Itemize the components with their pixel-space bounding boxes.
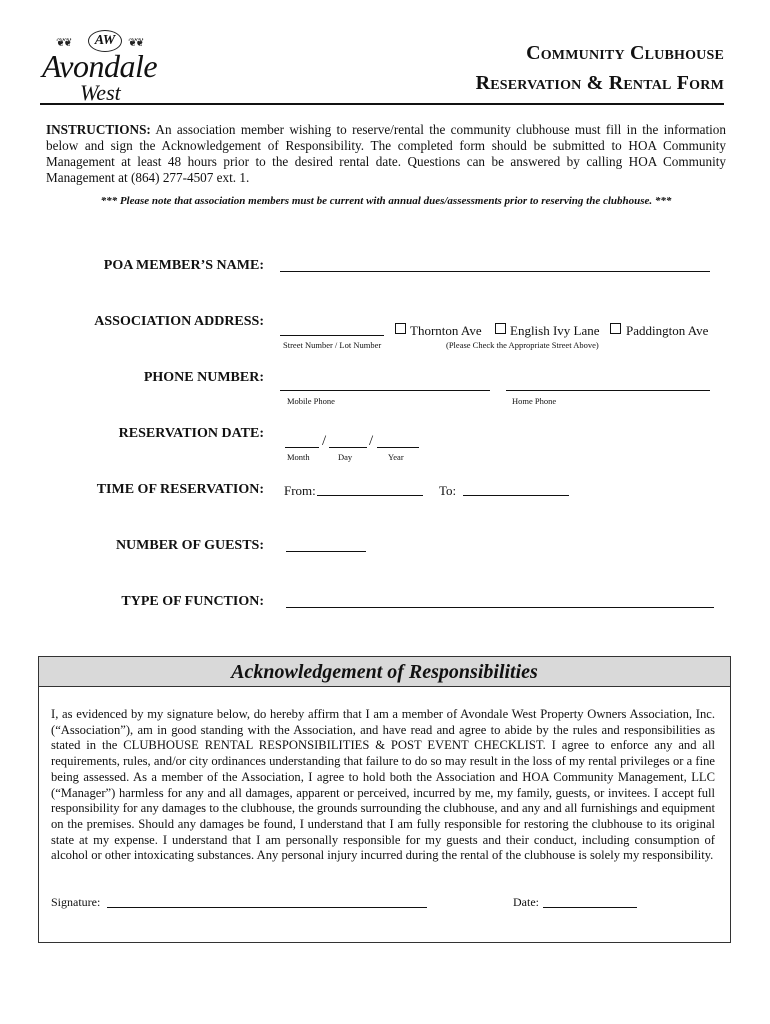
logo-name-line2: West <box>80 80 121 105</box>
title-line1: Community Clubhouse <box>526 42 724 64</box>
member-name-field[interactable] <box>280 271 710 272</box>
date-separator: / <box>369 433 374 449</box>
member-name-label: POA MEMBER’S NAME: <box>103 258 264 273</box>
mobile-phone-caption: Mobile Phone <box>287 396 335 406</box>
sign-date-label: Date: <box>513 895 539 909</box>
date-separator: / <box>322 433 327 449</box>
time-label: TIME OF RESERVATION: <box>96 482 264 497</box>
left-leaf-icon: ❦❦ <box>56 37 71 49</box>
phone-label: PHONE NUMBER: <box>143 370 264 385</box>
paddington-ave-checkbox[interactable] <box>610 323 621 334</box>
thornton-ave-label: Thornton Ave <box>410 323 482 338</box>
english-ivy-lane-label: English Ivy Lane <box>510 323 600 338</box>
title-line2: Reservation & Rental Form <box>475 72 724 94</box>
day-field[interactable] <box>329 447 367 448</box>
home-phone-caption: Home Phone <box>512 396 557 406</box>
right-leaf-icon: ❦❦ <box>128 37 143 49</box>
acknowledgement-heading: Acknowledgement of Responsibilities <box>39 657 730 687</box>
instructions-paragraph <box>46 122 726 186</box>
header-divider <box>40 103 724 105</box>
acknowledgement-section <box>38 656 731 943</box>
time-to-label: To: <box>439 483 457 498</box>
home-phone-field[interactable] <box>506 390 710 391</box>
logo-monogram: AW <box>88 30 122 52</box>
sign-date-field[interactable] <box>543 907 637 908</box>
guests-field[interactable] <box>286 551 366 552</box>
dues-note: *** Please note that association members must be current with annual dues/assessments prior to reserving the clubhouse. *** <box>100 195 672 207</box>
function-label: TYPE OF FUNCTION: <box>121 594 264 609</box>
function-field[interactable] <box>286 607 714 608</box>
street-number-field[interactable] <box>280 335 384 336</box>
instructions-lead: INSTRUCTIONS: <box>46 122 151 137</box>
time-to-field[interactable] <box>463 495 569 496</box>
month-field[interactable] <box>285 447 319 448</box>
time-from-label: From: <box>284 483 316 498</box>
signature-field[interactable] <box>107 907 427 908</box>
day-caption: Day <box>338 452 353 462</box>
form-title <box>476 38 724 98</box>
year-caption: Year <box>388 452 404 462</box>
paddington-ave-label: Paddington Ave <box>626 323 709 338</box>
mobile-phone-field[interactable] <box>280 390 490 391</box>
instructions-text: An association member wishing to reserve/rental the community clubhouse must fill in the information below and sign the Acknowledgement of Responsibility. The completed form should be submitted to HOA Community Management at least 48 hours prior to the desired rental date. Questions can be answered by calling HOA Community Management at (864) 277-4507 ext. 1. <box>46 122 726 185</box>
address-label: ASSOCIATION ADDRESS: <box>94 314 264 329</box>
logo-name-line1: Avondale <box>42 48 158 84</box>
street-number-caption: Street Number / Lot Number <box>283 340 382 350</box>
reservation-date-label: RESERVATION DATE: <box>118 426 264 441</box>
time-from-field[interactable] <box>317 495 423 496</box>
year-field[interactable] <box>377 447 419 448</box>
month-caption: Month <box>287 452 310 462</box>
english-ivy-lane-checkbox[interactable] <box>495 323 506 334</box>
street-hint: (Please Check the Appropriate Street Above) <box>446 340 599 350</box>
signature-label: Signature: <box>51 895 101 909</box>
guests-label: NUMBER OF GUESTS: <box>115 538 264 553</box>
avondale-west-logo <box>40 28 170 104</box>
thornton-ave-checkbox[interactable] <box>395 323 406 334</box>
acknowledgement-text: I, as evidenced by my signature below, do hereby affirm that I am a member of Avondale West Property Owners Association, Inc. (“Association”), am in good standing with the Association, and have read and agree to abide by the rules and responsibilities as stated in the CLUBHOUSE RENTAL RESPONSIBILITIES & POST EVENT CHECKLIST. I agree to enforce any and all requirements, rules, and/or city ordinances understanding that failure to do so may result in the loss of my rental privileges or a fine being assessed. As a member of the Association, I agree to hold both the Association and HOA Community Management, LLC (“Manager”) harmless for any and all damages, apparent or perceived, incurred by me, my family, guests, or invitees. I accept full responsibility for any damages to the clubhouse, the grounds surrounding the clubhouse, and any and all furnishings and equipment on the premises. Should any damages be found, I understand that I am fully responsible for restoring the clubhouse to its original state at my expense. I understand that I am personally responsible for my guests and their conduct, including consumption of alcohol or other intoxicating substances. Any personal injury incurred during the rental of the clubhouse is solely my responsibility. <box>51 707 715 863</box>
